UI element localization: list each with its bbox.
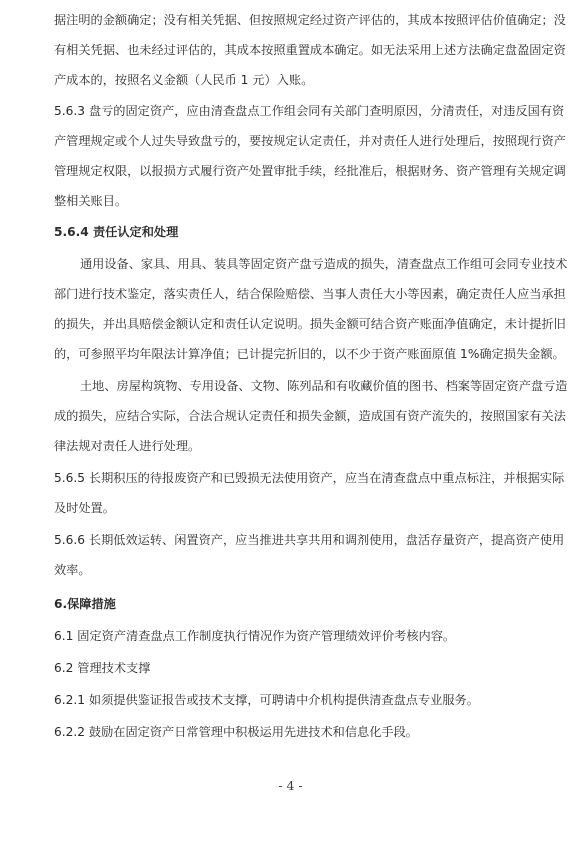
text-line: 5.6.6 长期低效运转、闲置资产，应当推进共享共用和调剂使用，盘活存量资产，提高资产使用: [54, 533, 565, 547]
text-line: 5.6.5 长期积压的待报废资产和已毁损无法使用资产，应当在清查盘点中重点标注，并根据实际: [54, 471, 565, 485]
text-line: 律法规对责任人进行处理。: [54, 439, 201, 453]
text-line: 6.2.1 如须提供鉴证报告或技术支撑，可聘请中介机构提供清查盘点专业服务。: [54, 693, 479, 707]
text-line: 效率。: [54, 563, 91, 577]
text-line: 产成本的，按照名义金额（人民币 1 元）入账。: [54, 73, 314, 87]
text-line: 5.6.3 盘亏的固定资产，应由清查盘点工作组会同有关部门查明原因，分清责任，对违反国有资: [54, 104, 565, 118]
text-line: 整相关账目。: [54, 194, 128, 208]
section-heading: 6.2 管理技术支撑: [54, 661, 151, 675]
text-line: 管理规定权限，以报损方式履行资产处置审批手续，经批准后，根据财务、资产管理有关规定调: [54, 164, 566, 178]
page-number: - 4 -: [278, 778, 303, 793]
text-line: 产管理规定或个人过失导致盘亏的，要按规定认定责任，并对责任人进行处理后，按照现行资产: [54, 134, 566, 148]
section-heading: 5.6.4 责任认定和处理: [54, 225, 179, 239]
text-line: 6.2.2 鼓励在固定资产日常管理中积极运用先进技术和信息化手段。: [54, 725, 418, 739]
text-line: 通用设备、家具、用具、装具等固定资产盘亏造成的损失，清查盘点工作组可会同专业技术: [80, 257, 568, 271]
text-line: 据注明的金额确定；没有相关凭据、但按照规定经过资产评估的，其成本按照评估价值确定；没: [54, 13, 566, 27]
text-line: 6.1 固定资产清查盘点工作制度执行情况作为资产管理绩效评价考核内容。: [54, 629, 456, 643]
text-line: 的，可参照平均年限法计算净值；已计提完折旧的，以不少于资产账面原值 1%确定损失金额。: [54, 347, 565, 361]
text-line: 土地、房屋构筑物、专用设备、文物、陈列品和有收藏价值的图书、档案等固定资产盘亏造: [80, 379, 568, 393]
text-line: 成的损失，应结合实际，合法合规认定责任和损失金额，造成国有资产流失的，按照国家有关法: [54, 409, 566, 423]
text-line: 的损失，并出具赔偿金额认定和责任认定说明。损失金额可结合资产账面净值确定，未计提折旧: [54, 317, 566, 331]
section-heading: 6.保障措施: [54, 597, 116, 611]
text-line: 部门进行技术鉴定，落实责任人，结合保险赔偿、当事人责任大小等因素，确定责任人应当承担: [54, 287, 566, 301]
text-line: 及时处置。: [54, 501, 115, 515]
text-line: 有相关凭据、也未经过评估的，其成本按照重置成本确定。如无法采用上述方法确定盘盈固定资: [54, 43, 566, 57]
